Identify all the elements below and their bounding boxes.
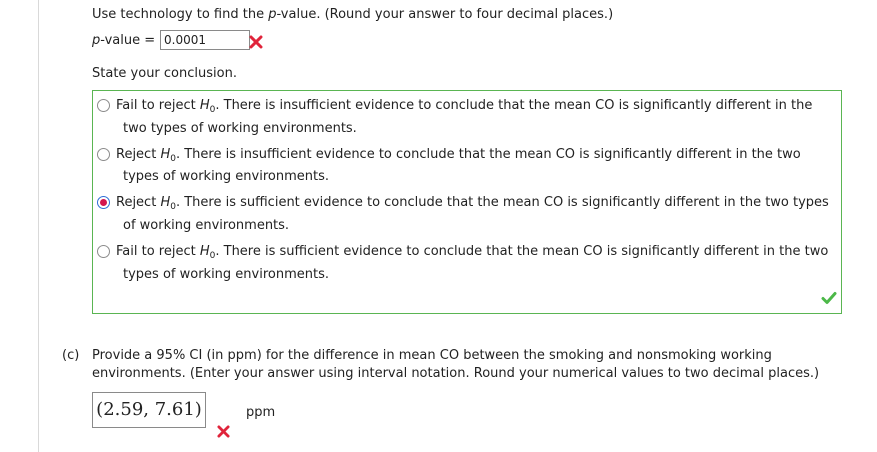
green-check-icon bbox=[821, 291, 837, 305]
instruction-suffix: -value. (Round your answer to four decimal places.) bbox=[276, 7, 614, 22]
option-4-line2[interactable]: types of working environments. bbox=[123, 267, 330, 282]
option-3-prefix: Reject bbox=[116, 195, 161, 210]
pvalue-label-variable: p bbox=[92, 33, 101, 48]
option-2-text: . There is insufficient evidence to conclude that the mean CO is significantly different in the two bbox=[175, 147, 801, 162]
option-1-prefix: Fail to reject bbox=[116, 98, 200, 113]
option-3-line2[interactable]: of working environments. bbox=[123, 218, 290, 233]
option-4-prefix: Fail to reject bbox=[116, 244, 200, 259]
option-2-line2[interactable]: types of working environments. bbox=[123, 169, 330, 184]
option-1-text: . There is insufficient evidence to conclude that the mean CO is significantly different in the bbox=[215, 98, 813, 113]
conclusion-choices bbox=[92, 90, 842, 314]
option-2-radio[interactable] bbox=[97, 148, 110, 161]
option-2-h: H bbox=[160, 147, 171, 162]
pvalue-instruction bbox=[92, 7, 613, 22]
part-c-question-line2: environments. (Enter your answer using interval notation. Round your numerical values to two decimal places.) bbox=[92, 366, 820, 381]
part-c-label: (c) bbox=[62, 348, 80, 363]
pvalue-input[interactable]: 0.0001 bbox=[160, 30, 250, 50]
option-1-line1[interactable] bbox=[116, 98, 812, 113]
conclusion-prompt: State your conclusion. bbox=[92, 66, 237, 81]
ci-answer-input[interactable]: (2.59, 7.61) bbox=[92, 392, 206, 428]
option-4-radio[interactable] bbox=[97, 245, 110, 258]
part-c-question-line1: Provide a 95% CI (in ppm) for the difference in mean CO between the smoking and nonsmoking working bbox=[92, 348, 772, 363]
option-2-line1[interactable] bbox=[116, 147, 801, 162]
instruction-variable: p bbox=[268, 7, 277, 22]
option-4-sub: 0 bbox=[209, 251, 216, 261]
pvalue-label bbox=[92, 33, 155, 48]
option-4-h: H bbox=[199, 244, 210, 259]
option-3-radio-selected[interactable] bbox=[97, 196, 110, 209]
red-x-icon bbox=[217, 425, 230, 438]
option-1-line2[interactable]: two types of working environments. bbox=[123, 121, 357, 136]
option-3-text: . There is sufficient evidence to conclude that the mean CO is significantly different in the two types bbox=[175, 195, 829, 210]
option-3-line1[interactable] bbox=[116, 195, 829, 210]
option-1-h: H bbox=[199, 98, 210, 113]
option-1-sub: 0 bbox=[209, 105, 216, 115]
option-2-prefix: Reject bbox=[116, 147, 161, 162]
instruction-prefix: Use technology to find the bbox=[92, 7, 269, 22]
option-2-sub: 0 bbox=[170, 154, 176, 164]
ci-unit-label: ppm bbox=[246, 405, 276, 420]
option-4-text: . There is sufficient evidence to conclude that the mean CO is significantly different in the two bbox=[215, 244, 829, 259]
option-3-sub: 0 bbox=[170, 202, 176, 212]
left-divider bbox=[38, 0, 39, 452]
red-x-icon bbox=[249, 35, 263, 49]
option-3-h: H bbox=[160, 195, 171, 210]
option-1-radio[interactable] bbox=[97, 99, 110, 112]
pvalue-label-text: -value = bbox=[100, 33, 156, 48]
option-4-line1[interactable] bbox=[116, 244, 828, 259]
